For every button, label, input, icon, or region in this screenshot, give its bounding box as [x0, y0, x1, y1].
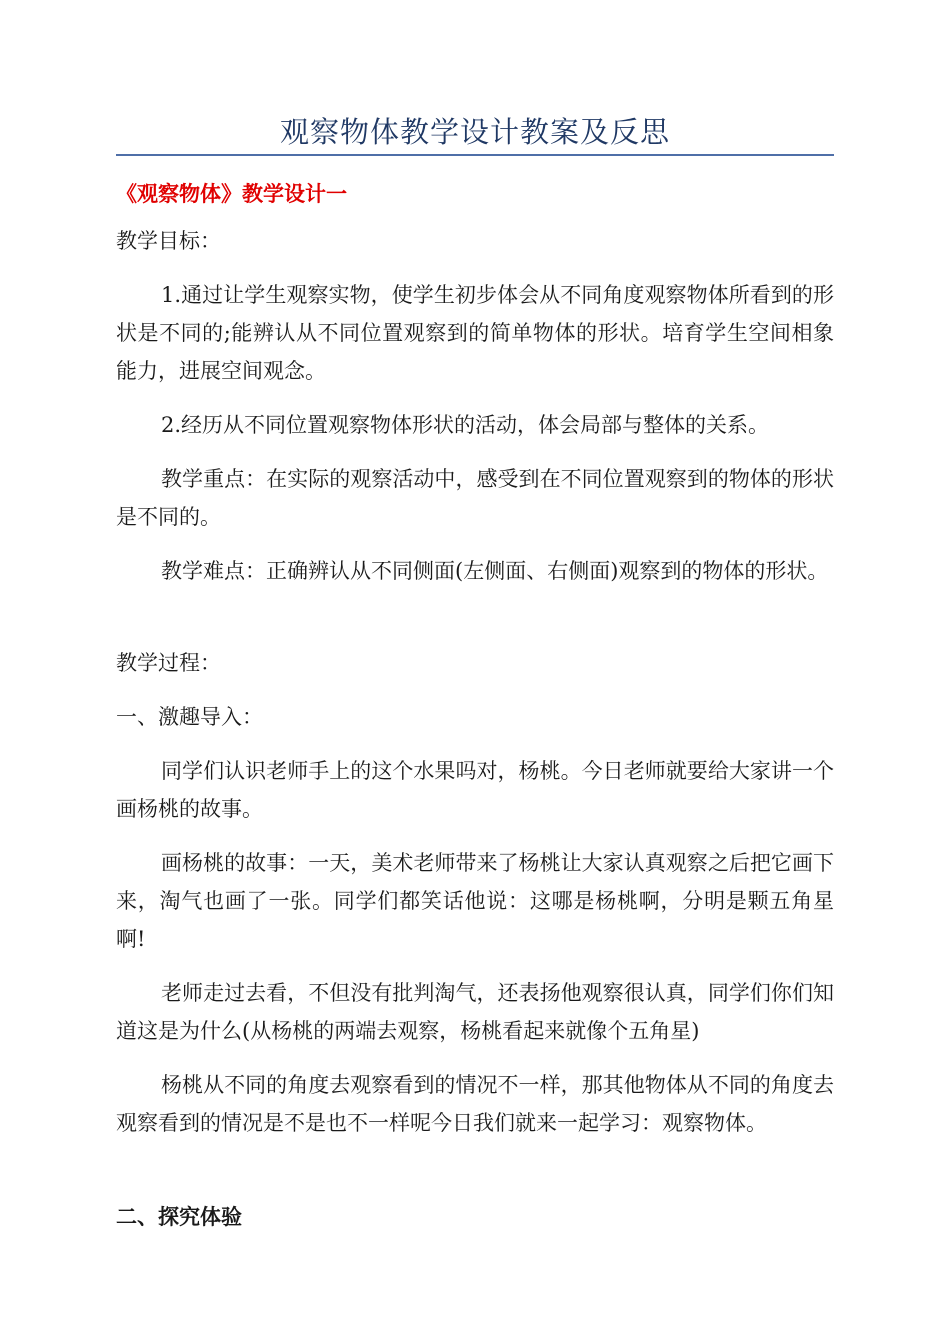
goal-paragraph-2: 2.经历从不同位置观察物体形状的活动，体会局部与整体的关系。 [161, 413, 770, 437]
process-label: 教学过程： [116, 651, 221, 675]
title-divider [116, 154, 834, 156]
intro-paragraph-2: 画杨桃的故事：一天，美术老师带来了杨桃让大家认真观察之后把它画下来，淘气也画了一张。同学们都笑话他说：这哪是杨桃啊，分明是颗五角星啊! [116, 851, 834, 951]
section-heading-2: 二、探究体验 [116, 1205, 242, 1229]
intro-paragraph-3: 老师走过去看，不但没有批判淘气，还表扬他观察很认真，同学们你们知道这是为什么(从杨桃的两端去观察，杨桃看起来就像个五角星) [116, 981, 834, 1043]
goal-paragraph-1: 1.通过让学生观察实物，使学生初步体会从不同角度观察物体所看到的形状是不同的;能辨认从不同位置观察到的简单物体的形状。培育学生空间相象能力，进展空间观念。 [116, 283, 834, 383]
page-title: 观察物体教学设计教案及反思 [279, 115, 670, 149]
section-heading-1: 一、激趣导入： [116, 705, 263, 729]
key-point-paragraph: 教学重点：在实际的观察活动中，感受到在不同位置观察到的物体的形状是不同的。 [116, 467, 834, 529]
intro-paragraph-1: 同学们认识老师手上的这个水果吗对，杨桃。今日老师就要给大家讲一个画杨桃的故事。 [116, 759, 834, 821]
goals-label: 教学目标： [116, 229, 221, 253]
section-subtitle: 《观察物体》教学设计一 [116, 182, 347, 206]
intro-paragraph-4: 杨桃从不同的角度去观察看到的情况不一样，那其他物体从不同的角度去观察看到的情况是不是也不一样呢今日我们就来一起学习：观察物体。 [116, 1073, 834, 1135]
difficulty-paragraph: 教学难点：正确辨认从不同侧面(左侧面、右侧面)观察到的物体的形状。 [161, 559, 829, 583]
